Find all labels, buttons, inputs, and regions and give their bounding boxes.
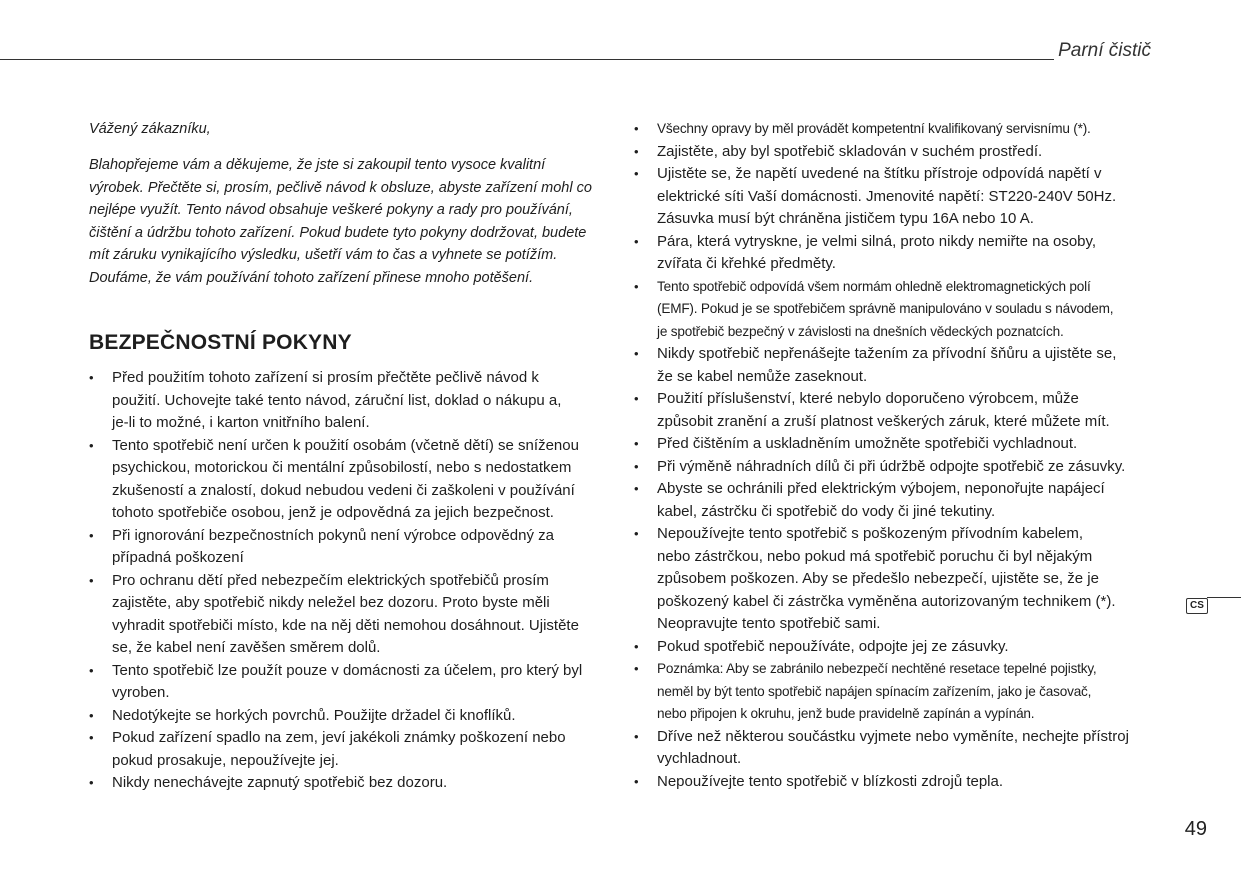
list-item-line: pokud prosakuje, nepoužívejte jej. xyxy=(112,751,339,769)
list-item-line: případná poškození xyxy=(112,549,244,566)
page-number: 49 xyxy=(1184,818,1207,840)
list-item xyxy=(634,231,1159,276)
safety-list-right xyxy=(634,118,1159,793)
page-header-title: Parní čistič xyxy=(1058,40,1151,61)
bullet-icon: • xyxy=(634,143,639,159)
list-item-line: Pro ochranu dětí před nebezpečím elektrických spotřebičů prosím xyxy=(112,571,549,589)
list-item-line: Při ignorování bezpečnostních pokynů není výrobce odpovědný za xyxy=(112,526,554,544)
list-item-line: Tento spotřebič není určen k použití osobám (včetně dětí) se sníženou xyxy=(112,436,579,454)
left-column xyxy=(89,118,609,795)
list-item-line: Použití příslušenství, které nebylo doporučeno výrobcem, může xyxy=(657,390,1079,407)
list-item-line: Ujistěte se, že napětí uvedené na štítku přístroje odpovídá napětí v xyxy=(657,165,1102,182)
list-item-line: nebo zástrčkou, nebo pokud má spotřebič poruchu či byl nějakým xyxy=(657,547,1093,565)
list-item-line: Poznámka: Aby se zabránilo nebezpečí nechtěné resetace tepelné pojistky, xyxy=(657,661,1097,676)
bullet-icon: • xyxy=(634,728,639,744)
list-item-line: zkušeností a znalostí, dokud nebudou vedeni či zaškoleni v používání xyxy=(112,481,575,499)
list-item-line: tohoto spotřebiče osobou, jenž je odpovědná za jejich bezpečnost. xyxy=(112,504,554,521)
list-item-line: neměl by být tento spotřebič napájen spínacím zařízením, jako je časovač, xyxy=(657,683,1092,699)
list-item xyxy=(634,726,1159,771)
bullet-icon: • xyxy=(634,436,639,451)
header-rule xyxy=(0,59,1054,60)
list-item-line: Nedotýkejte se horkých povrchů. Použijte držadel či knoflíků. xyxy=(112,706,516,724)
list-item-line: se, že kabel není zavěšen směrem dolů. xyxy=(112,639,381,656)
list-item-line: Nepoužívejte tento spotřebič s poškozeným přívodním kabelem, xyxy=(657,525,1084,542)
list-item-line: vychladnout. xyxy=(657,750,742,767)
list-item xyxy=(89,525,609,570)
list-item-line: způsobit zranění a zruší platnost veškerých záruk, které můžete mít. xyxy=(657,412,1110,430)
list-item xyxy=(634,163,1159,231)
list-item xyxy=(89,727,609,772)
list-item-line: Nikdy spotřebič nepřenášejte tažením za přívodní šňůru a ujistěte se, xyxy=(657,345,1117,362)
list-item-line: Neopravujte tento spotřebič sami. xyxy=(657,615,881,632)
list-item-line: Pokud spotřebič nepoužíváte, odpojte jej ze zásuvky. xyxy=(657,637,1009,655)
list-item-line: zvířata či křehké předměty. xyxy=(657,255,836,272)
list-item xyxy=(634,478,1159,523)
greeting: Vážený zákazníku, xyxy=(89,121,211,137)
bullet-icon: • xyxy=(634,661,639,676)
language-tab-rule xyxy=(1207,597,1241,598)
list-item xyxy=(634,658,1159,726)
intro-line: čištění a údržbu tohoto zařízení. Pokud budete tyto pokyny dodržovat, budete xyxy=(89,224,587,241)
list-item-line: Před použitím tohoto zařízení si prosím přečtěte pečlivě návod k xyxy=(112,369,539,386)
language-tab: CS xyxy=(1186,598,1208,614)
list-item-line: Dříve než některou součástku vyjmete nebo vyměníte, nechejte přístroj xyxy=(657,727,1129,745)
bullet-icon: • xyxy=(89,370,94,385)
bullet-icon: • xyxy=(634,526,639,541)
list-item-line: (EMF). Pokud je se spotřebičem správně manipulováno v souladu s návodem, xyxy=(657,301,1114,316)
bullet-icon: • xyxy=(634,121,639,136)
bullet-icon: • xyxy=(89,527,94,543)
list-item xyxy=(634,343,1159,388)
list-item-line: zajistěte, aby spotřebič nikdy neležel bez dozoru. Proto byste měli xyxy=(112,594,550,611)
list-item xyxy=(634,433,1159,456)
list-item-line: Tento spotřebič lze použít pouze v domácnosti za účelem, pro který byl xyxy=(112,661,583,679)
list-item-line: Nepoužívejte tento spotřebič v blízkosti zdrojů tepla. xyxy=(657,772,1004,790)
list-item xyxy=(89,660,609,705)
bullet-icon: • xyxy=(634,481,639,496)
list-item-line: použití. Uchovejte také tento návod, záruční list, doklad o nákupu a, xyxy=(112,391,562,409)
list-item xyxy=(89,435,609,525)
list-item xyxy=(89,772,609,795)
intro-line: Doufáme, že vám používání tohoto zařízení přinese mnoho potěšení. xyxy=(89,269,534,286)
list-item-line: Pokud zařízení spadlo na zem, jeví jakékoli známky poškození nebo xyxy=(112,729,566,746)
list-item xyxy=(634,276,1159,344)
list-item-line: vyroben. xyxy=(112,684,170,701)
list-item xyxy=(634,141,1159,164)
bullet-icon: • xyxy=(634,458,639,474)
list-item-line: Nikdy nenechávejte zapnutý spotřebič bez dozoru. xyxy=(112,774,448,791)
list-item xyxy=(634,636,1159,659)
right-column xyxy=(634,118,1159,793)
list-item-line: Při výměně náhradních dílů či při údržbě odpojte spotřebič ze zásuvky. xyxy=(657,457,1126,475)
bullet-icon: • xyxy=(634,166,639,181)
list-item xyxy=(89,570,609,660)
list-item xyxy=(634,523,1159,636)
list-item-line: je-li to možné, i karton vnitřního balení. xyxy=(112,414,370,431)
bullet-icon: • xyxy=(89,775,94,790)
list-item-line: nebo připojen k okruhu, jenž bude pravidelně zapínán a vypínán. xyxy=(657,706,1035,721)
intro-paragraph xyxy=(89,154,609,289)
list-item-line: Zajistěte, aby byl spotřebič skladován v suchém prostředí. xyxy=(657,142,1043,160)
bullet-icon: • xyxy=(89,662,94,678)
list-item-line: Abyste se ochránili před elektrickým výbojem, neponořujte napájecí xyxy=(657,480,1105,497)
bullet-icon: • xyxy=(89,707,94,723)
list-item-line: Všechny opravy by měl provádět kompetentní kvalifikovaný servisnímu (*). xyxy=(657,121,1091,136)
bullet-icon: • xyxy=(634,278,639,294)
bullet-icon: • xyxy=(634,346,639,361)
list-item-line: kabel, zástrčku či spotřebič do vody či jiné tekutiny. xyxy=(657,502,996,520)
list-item-line: poškozený kabel či zástrčka vyměněna autorizovaným technikem (*). xyxy=(657,592,1116,610)
list-item-line: že se kabel nemůže zaseknout. xyxy=(657,367,868,385)
list-item-line: elektrické síti Vaší domácnosti. Jmenovité napětí: ST220-240V 50Hz. xyxy=(657,187,1117,205)
list-item-line: Pára, která vytryskne, je velmi silná, proto nikdy nemiřte na osoby, xyxy=(657,232,1097,250)
bullet-icon: • xyxy=(634,391,639,406)
list-item xyxy=(634,771,1159,794)
intro-line: mít záruku vynikajícího výsledku, ušetří vám to čas a vyhnete se potížím. xyxy=(89,247,558,263)
intro-line: výrobek. Přečtěte si, prosím, pečlivě návod k obsluze, abyste zařízení mohl co xyxy=(89,179,592,196)
bullet-icon: • xyxy=(89,572,94,588)
list-item-line: psychickou, motorickou či mentální způsobilostí, nebo s nedostatkem xyxy=(112,459,572,476)
section-title: BEZPEČNOSTNÍ POKYNY xyxy=(89,331,352,354)
list-item-line: způsobem poškozen. Aby se předešlo nebezpečí, ujistěte se, že je xyxy=(657,570,1099,587)
bullet-icon: • xyxy=(89,730,94,745)
intro-line: nejlépe využít. Tento návod obsahuje veškeré pokyny a rady pro používání, xyxy=(89,202,573,218)
list-item-line: je spotřebič bezpečný v závislosti na dnešních vědeckých poznatcích. xyxy=(657,323,1064,339)
bullet-icon: • xyxy=(634,638,639,654)
intro-line: Blahopřejeme vám a děkujeme, že jste si zakoupil tento vysoce kvalitní xyxy=(89,157,546,173)
list-item-line: vyhradit spotřebiči místo, kde na něj děti nemohou dosáhnout. Ujistěte xyxy=(112,616,579,634)
list-item xyxy=(634,456,1159,479)
bullet-icon: • xyxy=(89,437,94,453)
list-item xyxy=(89,705,609,728)
list-item xyxy=(634,388,1159,433)
list-item-line: Tento spotřebič odpovídá všem normám ohledně elektromagnetických polí xyxy=(657,278,1091,294)
list-item-line: Zásuvka musí být chráněna jističem typu 16A nebo 10 A. xyxy=(657,210,1034,227)
list-item xyxy=(89,367,609,435)
safety-list-left xyxy=(89,367,609,795)
list-item-line: Před čištěním a uskladněním umožněte spotřebiči vychladnout. xyxy=(657,435,1078,452)
bullet-icon: • xyxy=(634,773,639,789)
list-item xyxy=(634,118,1159,141)
bullet-icon: • xyxy=(634,233,639,249)
